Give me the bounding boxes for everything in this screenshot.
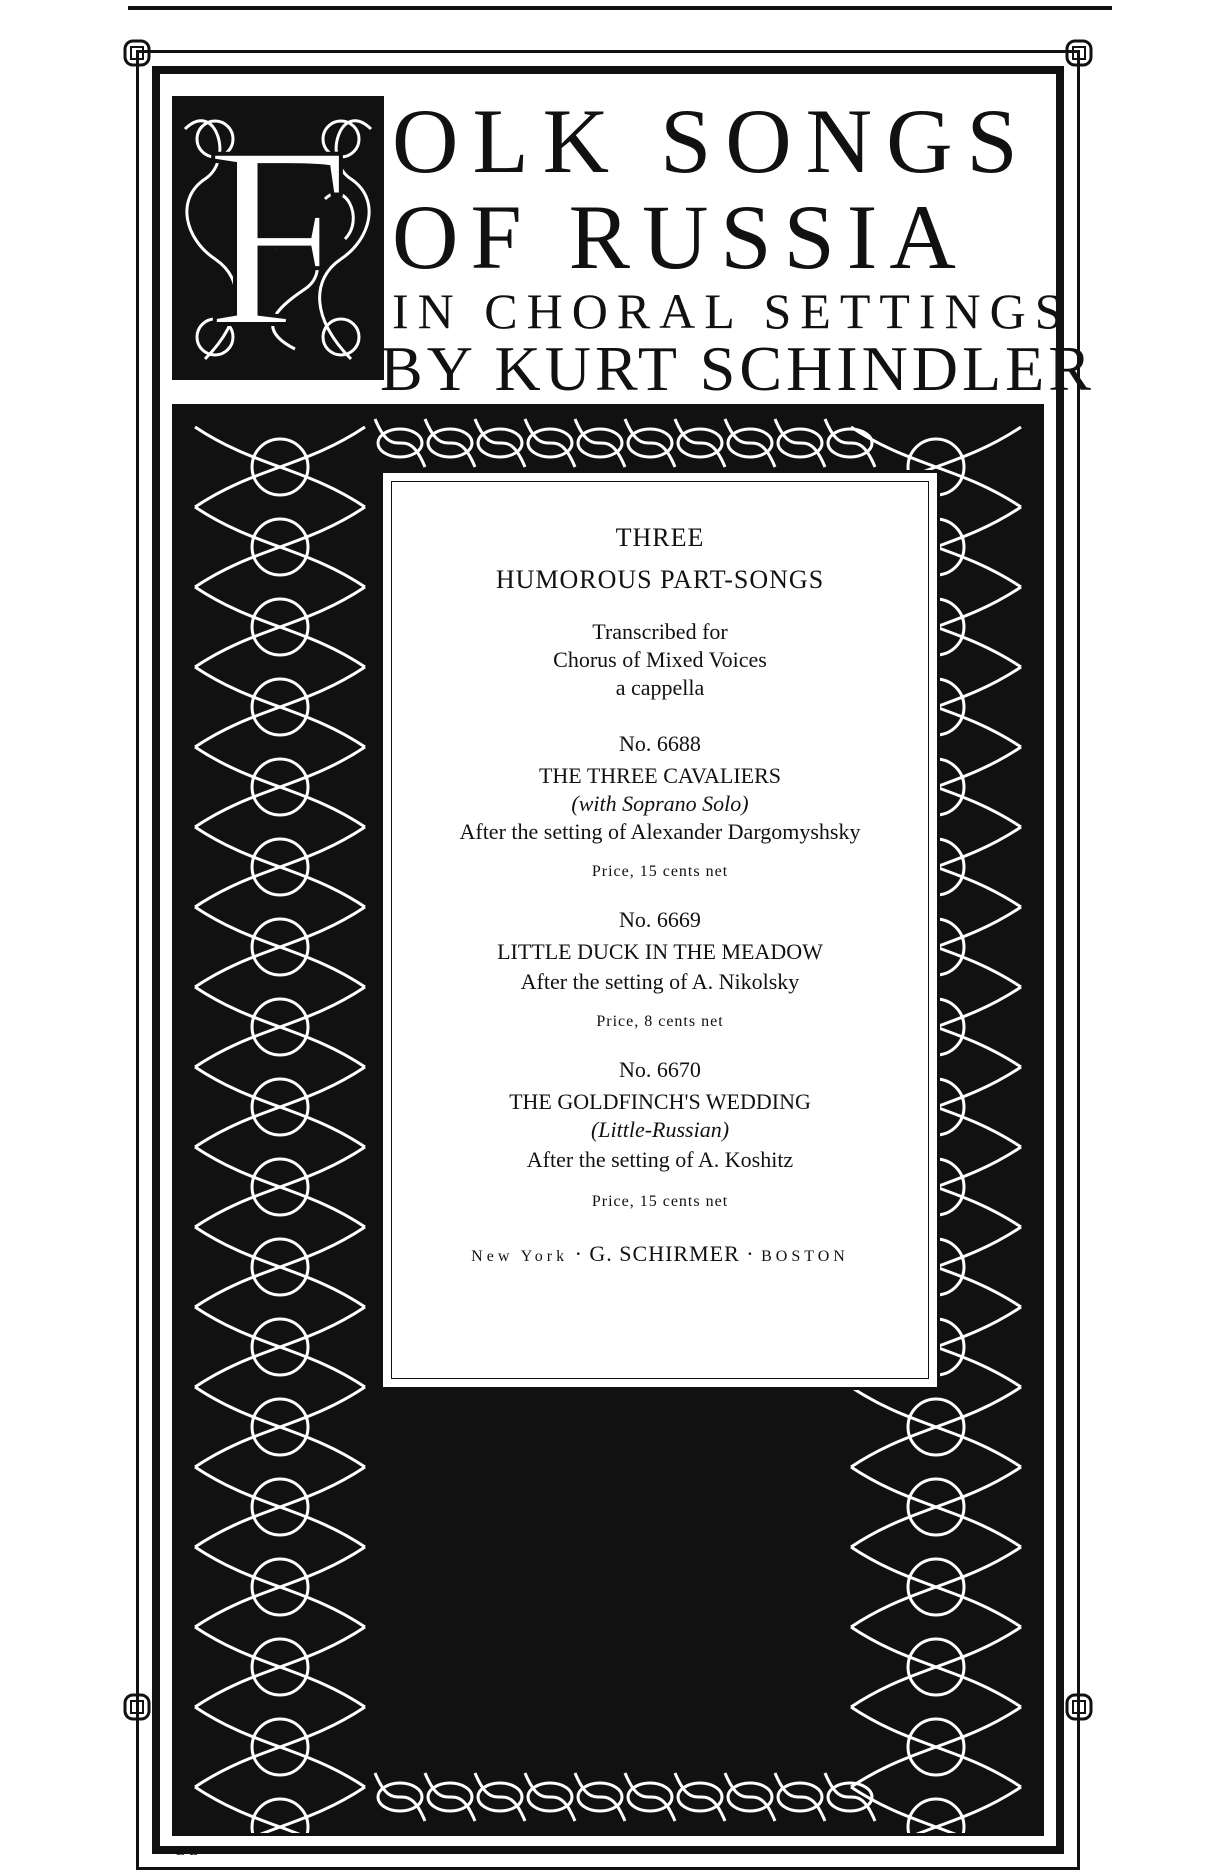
corner-knot-top-right xyxy=(1062,36,1096,70)
song-2-number: No. 6669 xyxy=(619,907,701,932)
separator-2: · xyxy=(746,1241,755,1266)
heading-humorous-part-songs: HUMOROUS PART-SONGS xyxy=(495,565,825,594)
initial-ornament xyxy=(175,99,381,377)
song-3-note: (Little-Russian) xyxy=(590,1117,730,1142)
publisher-name: G. SCHIRMER xyxy=(589,1241,740,1266)
song-3-title: THE GOLDFINCH'S WEDDING xyxy=(509,1089,811,1114)
song-2-title: LITTLE DUCK IN THE MEADOW xyxy=(497,939,823,964)
song-2-price: Price, 8 cents net xyxy=(596,1013,724,1030)
song-3-number: No. 6670 xyxy=(619,1057,701,1082)
transcribed-for: Transcribed for xyxy=(592,619,728,644)
a-cappella: a cappella xyxy=(615,675,705,700)
title-line-1: OLK SONGS xyxy=(392,90,1032,192)
engraver-initials: E·E· xyxy=(176,1844,203,1859)
title-line-2: OF RUSSIA xyxy=(392,186,968,288)
song-1-number: No. 6688 xyxy=(619,731,701,756)
initial-letter: F xyxy=(205,99,351,377)
song-1-note: (with Soprano Solo) xyxy=(571,791,749,816)
chorus-of-mixed-voices: Chorus of Mixed Voices xyxy=(553,647,767,672)
song-2-setting: After the setting of A. Nikolsky xyxy=(520,969,800,994)
publisher-city-boston: BOSTON xyxy=(761,1248,849,1265)
publisher-line xyxy=(383,1241,937,1267)
song-3-price: Price, 15 cents net xyxy=(591,1193,729,1210)
top-rule xyxy=(128,6,1112,10)
title-line-3: IN CHORAL SETTINGS xyxy=(392,283,1072,339)
publisher-city-new-york: New York xyxy=(471,1248,569,1265)
corner-knot-bottom-left xyxy=(120,1690,154,1724)
heading-three: THREE xyxy=(615,523,705,552)
corner-knot-top-left xyxy=(120,36,154,70)
decorated-initial xyxy=(172,96,384,380)
separator-1: · xyxy=(574,1241,583,1266)
title-line-4: BY KURT SCHINDLER xyxy=(380,333,1095,404)
song-1-price: Price, 15 cents net xyxy=(591,863,729,880)
song-1-title: THE THREE CAVALIERS xyxy=(538,763,782,788)
title-text-panel xyxy=(380,470,940,1390)
song-3-setting: After the setting of A. Koshitz xyxy=(526,1147,794,1172)
corner-knot-bottom-right xyxy=(1062,1690,1096,1724)
song-1-setting: After the setting of Alexander Dargomyshsky xyxy=(459,819,861,844)
